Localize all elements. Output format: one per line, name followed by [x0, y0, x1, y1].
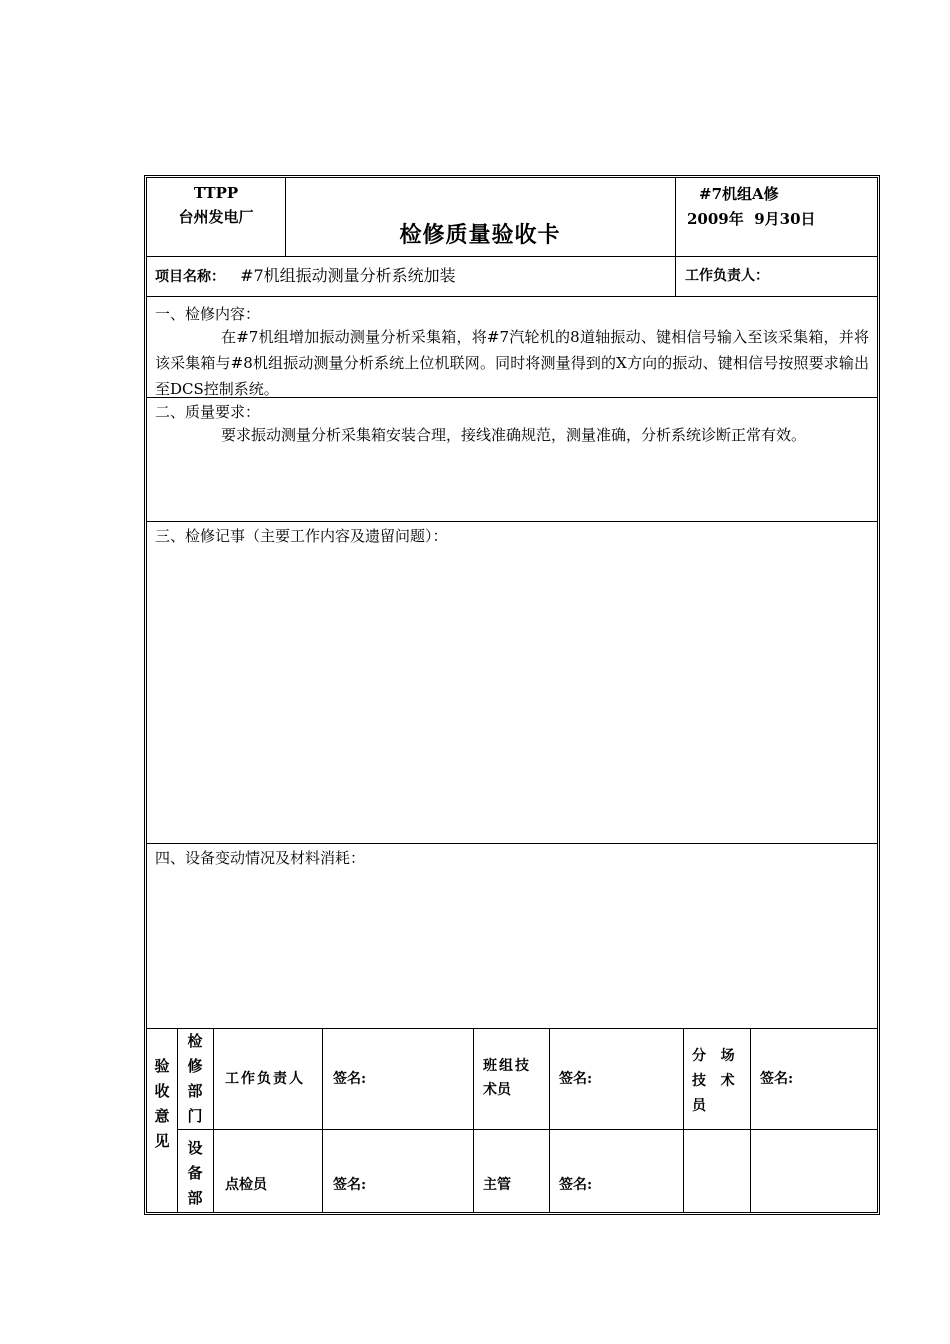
- inspector-signature[interactable]: 签名:: [333, 1177, 367, 1193]
- branch-tech-signature[interactable]: 签名:: [760, 1071, 794, 1087]
- branch-tech-role: 分 场 技 术 员: [692, 1048, 735, 1114]
- content-text: 在#7机组增加振动测量分析采集箱，将#7汽轮机的8道轴振动、键相信号输入至该采集箱，并将该采集箱与#8机组振动测量分析系统上位机联网。同时将测量得到的X方向的振动、键相信号按照要求输出至DCS控制系统。: [155, 328, 869, 398]
- section-quality: [155, 400, 869, 448]
- quality-heading: 二、质量要求：: [155, 403, 261, 421]
- quality-text: 要求振动测量分析采集箱安装合理，接线准确规范，测量准确，分析系统诊断正常有效。: [221, 426, 807, 444]
- record-heading: 三、检修记事（主要工作内容及遗留问题）：: [155, 527, 448, 545]
- org-name: 台州发电厂: [178, 208, 254, 226]
- equipment-heading: 四、设备变动情况及材料消耗：: [155, 849, 366, 867]
- unit-label: #7机组A修: [699, 185, 779, 203]
- work-owner-signature[interactable]: 签名:: [333, 1071, 367, 1087]
- inspector-role: 点检员: [225, 1177, 267, 1193]
- team-tech-role: 班组技 术员: [483, 1058, 531, 1098]
- work-owner-role: 工作负责人: [225, 1071, 305, 1087]
- empty-cell-right[interactable]: [750, 1130, 877, 1210]
- content-heading: 一、检修内容：: [155, 305, 261, 323]
- date-label: 2009年 9月30日: [687, 210, 816, 228]
- unit-date-block: [687, 182, 877, 232]
- maintenance-dept-label: 检 修 部 门: [187, 1032, 203, 1125]
- work-owner-label: 工作负责人：: [685, 268, 769, 284]
- equipment-area[interactable]: [147, 872, 877, 1027]
- equipment-dept-label: 设 备 部: [187, 1139, 203, 1207]
- team-tech-signature[interactable]: 签名:: [559, 1071, 593, 1087]
- project-label: 项目名称：: [155, 269, 225, 285]
- acceptance-card: [144, 175, 880, 1215]
- supervisor-signature[interactable]: 签名:: [559, 1177, 593, 1193]
- empty-cell-left[interactable]: [683, 1130, 750, 1210]
- page-title: 检修质量验收卡: [399, 222, 561, 248]
- acceptance-label: 验 收 意 见: [154, 1057, 170, 1150]
- org-code: TTPP: [193, 184, 239, 202]
- supervisor-role: 主管: [483, 1177, 511, 1193]
- org-block: [147, 182, 285, 230]
- record-area[interactable]: [147, 550, 877, 842]
- project-row: [155, 258, 673, 295]
- section-content: [155, 302, 869, 402]
- project-name: #7机组振动测量分析系统加装: [240, 266, 456, 285]
